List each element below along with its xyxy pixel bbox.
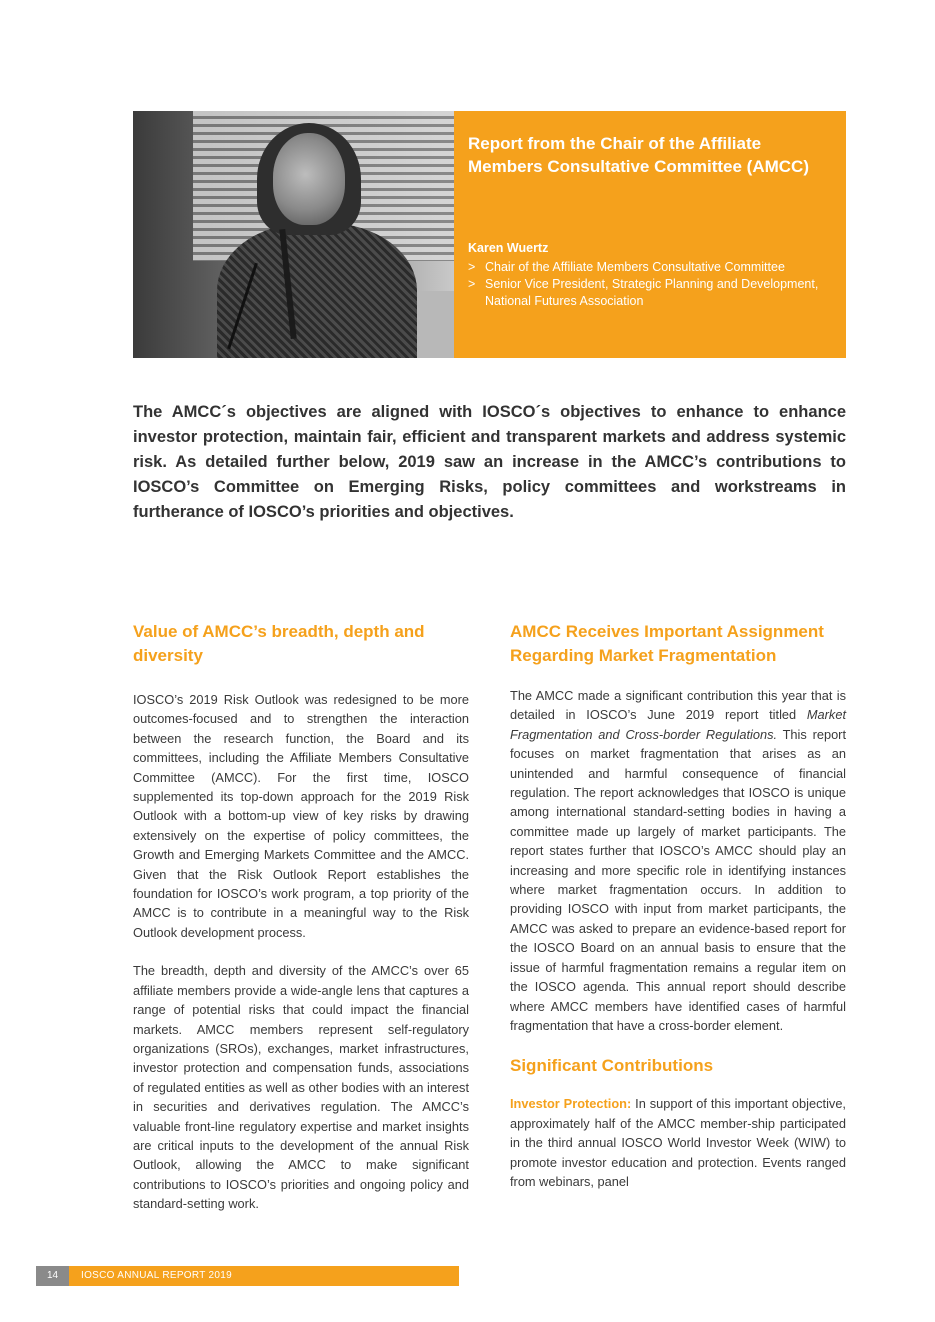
paragraph-lead: Investor Protection: — [510, 1096, 632, 1112]
chair-name: Karen Wuertz — [468, 241, 549, 255]
body-paragraph: The AMCC made a significant contribution this year that is detailed in IOSCO’s June 2019 report titled Market Fragmentation and Cross-border Regulations. This report focuses on market fragmentation that arises as an unintended and harmful consequence of financial regulation. The report acknowledges that IOSCO is unique among international standard-setting bodies in having a committee made up largely of market participants. The report states further that IOSCO’s AMCC should play an increasing and more specific role in identifying instances where market fragmentation occurs. In addition to providing IOSCO with input from market participants, the AMCC was asked to prepare an evidence-based report for the IOSCO Board on an annual basis to ensure that the issue of harmful fragmentation remains a regular item on the IOSCO agenda. This annual report should describe where AMCC members have identified cases of harmful fragmentation that have a cross-border element. — [510, 688, 846, 1033]
portrait-photo — [133, 111, 454, 358]
report-title-italic: Market Fragmentation and Cross-border Regulations. — [510, 707, 846, 742]
header-block — [133, 111, 846, 358]
role-item: > Chair of the Affiliate Members Consultative Committee — [468, 260, 785, 274]
body-paragraph: The breadth, depth and diversity of the AMCC’s over 65 affiliate members provide a wide-angle lens that captures a range of potential risks that could impact the financial markets. AMCC members represent self-regulatory organizations (SROs), exchanges, market infrastructures, investor protection and compensation funds, associations of regulated entities as well as other bodies with an interest in securities and derivatives regulation. The AMCC’s valuable front-line regulatory expertise and market insights are critical inputs to the development of the annual Risk Outlook, allowing the AMCC to make significant contributions to IOSCO’s priorities and ongoing policy and standard-setting work. — [133, 963, 469, 1212]
page-footer — [36, 1266, 459, 1286]
role-item: > Senior Vice President, Strategic Planning and Development, National Futures Association — [468, 277, 819, 308]
body-paragraph: IOSCO’s 2019 Risk Outlook was redesigned to be more outcomes-focused and to strengthen the interaction between the research function, the Board and its committees, including the Affiliate Members Consultative Committee (AMCC). For the first time, IOSCO supplemented its top-down approach for the 2019 Risk Outlook with a bottom-up view of key risks by drawing extensively on the expertise of policy committees, the Growth and Emerging Markets Committee and the AMCC. Given that the Risk Outlook Report establishes the foundation for IOSCO’s work program, a top priority of the AMCC is to contribute in a meaningful way to the Risk Outlook development process. — [133, 692, 469, 940]
title-panel — [454, 111, 846, 358]
report-title: Report from the Chair of the Affiliate Members Consultative Committee (AMCC) — [468, 134, 809, 176]
section-heading: Value of AMCC’s breadth, depth and diversity — [133, 622, 425, 665]
page-number: 14 — [36, 1266, 69, 1286]
right-column — [510, 620, 846, 1191]
portrait-face — [273, 133, 345, 225]
left-column — [133, 620, 469, 1214]
footer-label: IOSCO ANNUAL REPORT 2019 — [81, 1270, 232, 1281]
intro-paragraph: The AMCC´s objectives are aligned with IOSCO´s objectives to enhance to enhance investor protection, maintain fair, efficient and transparent markets and address systemic risk. As detailed further below, 2019 saw an increase in the AMCC’s contributions to IOSCO’s Committee on Emerging Risks, policy committees and workstreams in furtherance of IOSCO’s priorities and objectives. — [133, 403, 846, 521]
bullet-icon: > — [468, 260, 476, 274]
section-heading: Significant Contributions — [510, 1056, 714, 1076]
section-heading: AMCC Receives Important Assignment Regarding Market Fragmentation — [510, 622, 824, 665]
chair-roles — [468, 259, 838, 310]
bullet-icon: > — [468, 277, 476, 291]
body-paragraph: Investor Protection: In support of this important objective, approximately half of the AMCC member-ship participated in the third annual IOSCO World Investor Week (WIW) to promote investor education and protection. Events ranged from webinars, panel — [510, 1096, 846, 1189]
